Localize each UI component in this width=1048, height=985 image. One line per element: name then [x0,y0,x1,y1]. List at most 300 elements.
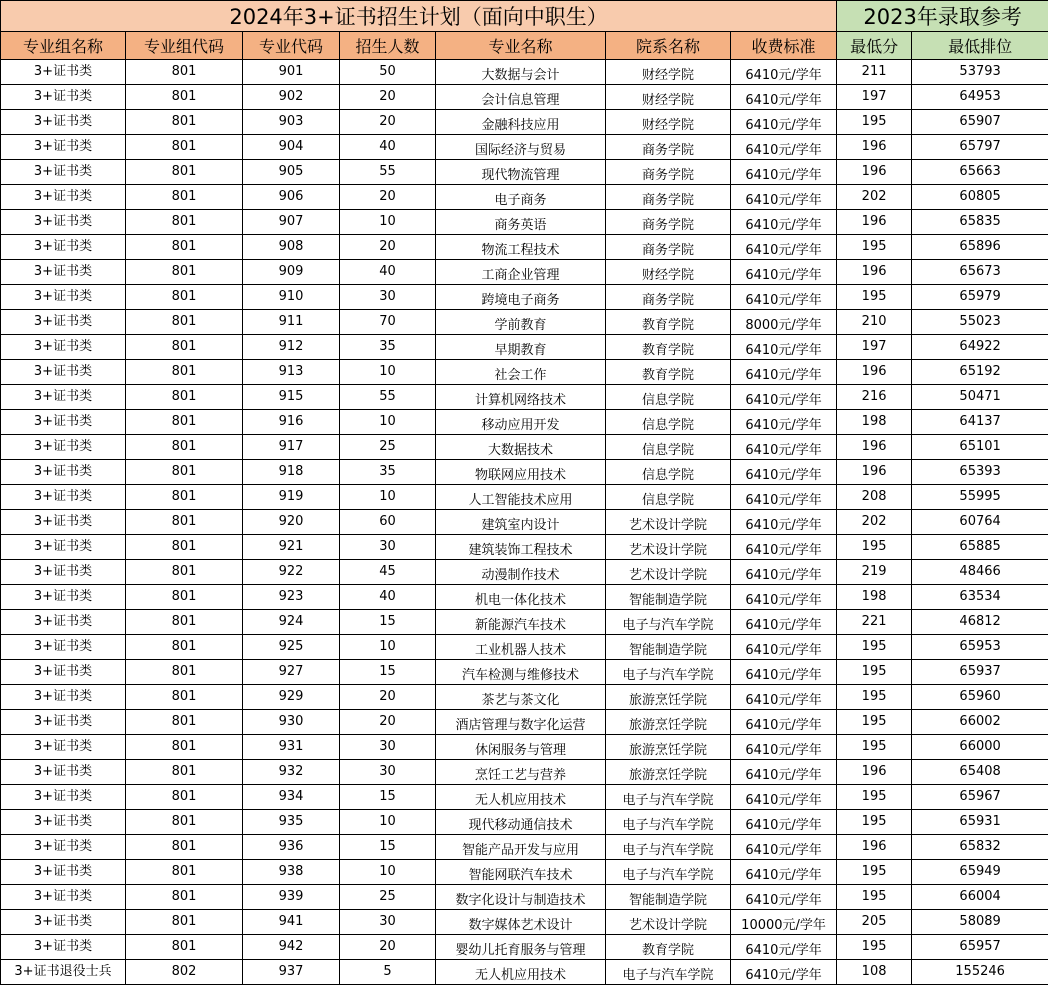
table-row [1,285,1048,310]
min-score-cell: 196 [837,760,912,785]
fee-cell [731,910,837,935]
fee-cell [731,835,837,860]
group-code-cell: 802 [126,960,243,985]
min-rank-cell: 65937 [912,660,1048,685]
table-row [1,260,1048,285]
college-cell [606,210,731,235]
fee-cell-text: 6410元/学年 [745,618,821,633]
college-cell [606,585,731,610]
fee-cell-text: 6410元/学年 [745,143,821,158]
table-row [1,860,1048,885]
min-rank-cell: 64953 [912,85,1048,110]
college-cell-text: 艺术设计学院 [629,543,707,558]
college-cell-text: 智能制造学院 [629,893,707,908]
college-cell [606,310,731,335]
enrollment-cell: 55 [340,385,436,410]
table-row [1,610,1048,635]
major-code-cell: 905 [243,160,340,185]
min-score-cell: 196 [837,210,912,235]
major-name-cell-text: 大数据与会计 [481,68,559,83]
college-cell-text: 电子与汽车学院 [622,968,713,983]
fee-cell [731,60,837,85]
group-name-cell: 3+证书退役士兵 [1,960,126,985]
fee-cell-text: 6410元/学年 [745,768,821,783]
major-name-cell-text: 动漫制作技术 [481,568,559,583]
group-code-cell: 801 [126,635,243,660]
fee-cell-text: 6410元/学年 [745,518,821,533]
table-row [1,410,1048,435]
fee-cell [731,610,837,635]
college-cell [606,235,731,260]
college-cell-text: 信息学院 [642,493,694,508]
min-score-cell: 195 [837,935,912,960]
enrollment-cell: 10 [340,360,436,385]
group-code-cell: 801 [126,335,243,360]
enrollment-cell: 40 [340,260,436,285]
college-cell-text: 教育学院 [642,943,694,958]
major-code-cell: 915 [243,385,340,410]
min-rank-cell: 63534 [912,585,1048,610]
major-code-cell: 903 [243,110,340,135]
group-code-cell: 801 [126,785,243,810]
fee-cell [731,210,837,235]
college-cell [606,710,731,735]
min-rank-cell: 50471 [912,385,1048,410]
major-name-cell [436,510,606,535]
major-code-cell: 917 [243,435,340,460]
major-name-cell [436,410,606,435]
college-cell-text: 教育学院 [642,318,694,333]
min-score-cell: 195 [837,710,912,735]
group-code-cell: 801 [126,410,243,435]
table-row [1,85,1048,110]
college-cell [606,610,731,635]
group-code-cell: 801 [126,435,243,460]
header-min-rank: 最低排位 [912,32,1048,60]
fee-cell-text: 6410元/学年 [745,268,821,283]
group-code-cell: 801 [126,660,243,685]
fee-cell [731,235,837,260]
enrollment-cell: 20 [340,710,436,735]
group-name-cell: 3+证书类 [1,60,126,85]
major-name-cell [436,385,606,410]
college-cell-text: 电子与汽车学院 [622,818,713,833]
enrollment-cell: 55 [340,160,436,185]
major-name-cell-text: 工业机器人技术 [475,643,566,658]
min-score-cell: 195 [837,235,912,260]
min-rank-cell: 46812 [912,610,1048,635]
fee-cell [731,410,837,435]
group-code-cell: 801 [126,260,243,285]
min-rank-cell: 66000 [912,735,1048,760]
group-code-cell: 801 [126,360,243,385]
table-row [1,560,1048,585]
group-name-cell: 3+证书类 [1,85,126,110]
enrollment-cell: 10 [340,810,436,835]
major-code-cell: 930 [243,710,340,735]
header-enrollment: 招生人数 [340,32,436,60]
college-cell-text: 信息学院 [642,418,694,433]
table-row [1,810,1048,835]
college-cell [606,635,731,660]
group-name-cell: 3+证书类 [1,185,126,210]
fee-cell [731,310,837,335]
min-rank-cell: 65979 [912,285,1048,310]
table-row [1,235,1048,260]
enrollment-cell: 20 [340,235,436,260]
min-score-cell: 208 [837,485,912,510]
college-cell [606,385,731,410]
fee-cell [731,285,837,310]
major-code-cell: 925 [243,635,340,660]
enrollment-cell: 30 [340,285,436,310]
fee-cell [731,360,837,385]
major-name-cell [436,160,606,185]
fee-cell [731,685,837,710]
table-body [1,60,1048,985]
min-score-cell: 211 [837,60,912,85]
min-score-cell: 216 [837,385,912,410]
enrollment-cell: 20 [340,685,436,710]
fee-cell [731,785,837,810]
major-name-cell-text: 婴幼儿托育服务与管理 [455,943,585,958]
fee-cell-text: 6410元/学年 [745,743,821,758]
major-code-cell: 941 [243,910,340,935]
college-cell-text: 艺术设计学院 [629,918,707,933]
fee-cell [731,535,837,560]
fee-cell [731,110,837,135]
major-name-cell [436,535,606,560]
major-code-cell: 907 [243,210,340,235]
major-name-cell-text: 物流工程技术 [481,243,559,258]
group-name-cell: 3+证书类 [1,335,126,360]
fee-cell-text: 6410元/学年 [745,68,821,83]
college-cell-text: 财经学院 [642,68,694,83]
min-rank-cell: 60764 [912,510,1048,535]
major-name-cell [436,885,606,910]
major-code-cell: 909 [243,260,340,285]
major-code-cell: 934 [243,785,340,810]
fee-cell-text: 6410元/学年 [745,843,821,858]
major-name-cell [436,235,606,260]
fee-cell-text: 6410元/学年 [745,593,821,608]
fee-cell [731,560,837,585]
fee-cell [731,510,837,535]
min-score-cell: 221 [837,610,912,635]
major-name-cell-text: 机电一体化技术 [475,593,566,608]
major-name-cell-text: 汽车检测与维修技术 [462,668,579,683]
group-code-cell: 801 [126,685,243,710]
college-cell-text: 旅游烹饪学院 [629,693,707,708]
min-rank-cell: 65960 [912,685,1048,710]
group-code-cell: 801 [126,285,243,310]
min-rank-cell: 64922 [912,335,1048,360]
table-row [1,360,1048,385]
college-cell [606,285,731,310]
fee-cell [731,735,837,760]
enrollment-cell: 10 [340,210,436,235]
min-rank-cell: 65896 [912,235,1048,260]
college-cell [606,85,731,110]
table-row [1,735,1048,760]
fee-cell-text: 6410元/学年 [745,218,821,233]
major-code-cell: 937 [243,960,340,985]
college-cell-text: 商务学院 [642,143,694,158]
fee-cell-text: 6410元/学年 [745,93,821,108]
major-name-cell [436,685,606,710]
table-row [1,510,1048,535]
min-score-cell: 196 [837,460,912,485]
min-score-cell: 195 [837,660,912,685]
major-name-cell-text: 工商企业管理 [481,268,559,283]
enrollment-cell: 10 [340,410,436,435]
college-cell [606,160,731,185]
major-name-cell-text: 金融科技应用 [481,118,559,133]
major-name-cell-text: 商务英语 [494,218,546,233]
group-name-cell: 3+证书类 [1,235,126,260]
fee-cell [731,585,837,610]
group-name-cell: 3+证书类 [1,910,126,935]
group-name-cell: 3+证书类 [1,160,126,185]
table-row [1,760,1048,785]
college-cell-text: 旅游烹饪学院 [629,768,707,783]
group-code-cell: 801 [126,385,243,410]
header-major-code: 专业代码 [243,32,340,60]
enrollment-cell: 30 [340,535,436,560]
college-cell [606,460,731,485]
table-row [1,110,1048,135]
fee-cell-text: 6410元/学年 [745,893,821,908]
college-cell-text: 财经学院 [642,268,694,283]
college-cell [606,435,731,460]
major-name-cell [436,135,606,160]
major-code-cell: 906 [243,185,340,210]
fee-cell-text: 6410元/学年 [745,443,821,458]
major-name-cell-text: 大数据技术 [488,443,553,458]
fee-cell [731,660,837,685]
reference-title: 2023年录取参考 [837,1,1048,32]
major-name-cell [436,585,606,610]
major-code-cell: 911 [243,310,340,335]
major-name-cell-text: 现代物流管理 [481,168,559,183]
major-name-cell-text: 新能源汽车技术 [475,618,566,633]
min-score-cell: 196 [837,835,912,860]
group-code-cell: 801 [126,185,243,210]
enrollment-cell: 35 [340,460,436,485]
major-name-cell-text: 数字化设计与制造技术 [455,893,585,908]
major-name-cell [436,960,606,985]
group-name-cell: 3+证书类 [1,585,126,610]
enrollment-cell: 30 [340,735,436,760]
min-score-cell: 195 [837,535,912,560]
group-code-cell: 801 [126,160,243,185]
college-cell [606,760,731,785]
table-row [1,635,1048,660]
min-rank-cell: 55023 [912,310,1048,335]
college-cell [606,810,731,835]
major-name-cell-text: 社会工作 [494,368,546,383]
group-name-cell: 3+证书类 [1,260,126,285]
major-code-cell: 931 [243,735,340,760]
major-code-cell: 902 [243,85,340,110]
fee-cell-text: 8000元/学年 [745,318,821,333]
fee-cell-text: 6410元/学年 [745,418,821,433]
fee-cell-text: 6410元/学年 [745,243,821,258]
major-code-cell: 938 [243,860,340,885]
table-row [1,385,1048,410]
min-rank-cell: 65797 [912,135,1048,160]
group-name-cell: 3+证书类 [1,535,126,560]
header-major-name: 专业名称 [436,32,606,60]
college-cell-text: 教育学院 [642,343,694,358]
major-name-cell-text: 烹饪工艺与营养 [475,768,566,783]
group-name-cell: 3+证书类 [1,860,126,885]
major-name-cell [436,610,606,635]
group-name-cell: 3+证书类 [1,660,126,685]
table-row [1,660,1048,685]
fee-cell-text: 6410元/学年 [745,968,821,983]
group-code-cell: 801 [126,310,243,335]
college-cell [606,485,731,510]
min-rank-cell: 66002 [912,710,1048,735]
major-name-cell-text: 茶艺与茶文化 [481,693,559,708]
major-name-cell-text: 酒店管理与数字化运营 [455,718,585,733]
fee-cell [731,460,837,485]
major-code-cell: 942 [243,935,340,960]
group-code-cell: 801 [126,910,243,935]
major-name-cell [436,460,606,485]
college-cell-text: 电子与汽车学院 [622,843,713,858]
min-score-cell: 197 [837,85,912,110]
major-code-cell: 908 [243,235,340,260]
fee-cell [731,935,837,960]
college-cell-text: 电子与汽车学院 [622,868,713,883]
group-name-cell: 3+证书类 [1,510,126,535]
enrollment-cell: 70 [340,310,436,335]
min-score-cell: 202 [837,510,912,535]
major-name-cell [436,435,606,460]
fee-cell [731,885,837,910]
header-fee: 收费标准 [731,32,837,60]
header-row [1,32,1048,60]
enrollment-cell: 30 [340,760,436,785]
min-score-cell: 195 [837,860,912,885]
min-rank-cell: 65673 [912,260,1048,285]
group-code-cell: 801 [126,510,243,535]
table-row [1,460,1048,485]
min-score-cell: 205 [837,910,912,935]
major-code-cell: 920 [243,510,340,535]
min-score-cell: 219 [837,560,912,585]
major-name-cell [436,335,606,360]
fee-cell [731,710,837,735]
min-rank-cell: 65907 [912,110,1048,135]
college-cell [606,535,731,560]
header-group-name: 专业组名称 [1,32,126,60]
group-name-cell: 3+证书类 [1,935,126,960]
college-cell [606,835,731,860]
min-rank-cell: 66004 [912,885,1048,910]
college-cell [606,185,731,210]
min-score-cell: 195 [837,885,912,910]
college-cell [606,360,731,385]
major-name-cell-text: 无人机应用技术 [475,793,566,808]
major-code-cell: 910 [243,285,340,310]
college-cell-text: 财经学院 [642,118,694,133]
table-row [1,335,1048,360]
major-code-cell: 929 [243,685,340,710]
enrollment-cell: 10 [340,485,436,510]
major-name-cell-text: 计算机网络技术 [475,393,566,408]
group-code-cell: 801 [126,585,243,610]
group-code-cell: 801 [126,135,243,160]
min-score-cell: 198 [837,585,912,610]
table-row [1,835,1048,860]
college-cell [606,410,731,435]
major-name-cell [436,760,606,785]
table-row [1,185,1048,210]
major-name-cell [436,660,606,685]
min-rank-cell: 65957 [912,935,1048,960]
enrollment-cell: 15 [340,660,436,685]
group-name-cell: 3+证书类 [1,385,126,410]
group-code-cell: 801 [126,885,243,910]
table-row [1,310,1048,335]
college-cell-text: 商务学院 [642,218,694,233]
major-name-cell-text: 跨境电子商务 [481,293,559,308]
group-name-cell: 3+证书类 [1,410,126,435]
fee-cell-text: 6410元/学年 [745,468,821,483]
major-name-cell [436,735,606,760]
fee-cell [731,335,837,360]
major-name-cell [436,910,606,935]
group-code-cell: 801 [126,560,243,585]
enrollment-cell: 20 [340,935,436,960]
enrollment-cell: 15 [340,785,436,810]
min-score-cell: 197 [837,335,912,360]
plan-title: 2024年3+证书招生计划（面向中职生） [1,1,837,32]
group-name-cell: 3+证书类 [1,610,126,635]
fee-cell-text: 6410元/学年 [745,493,821,508]
fee-cell [731,760,837,785]
college-cell-text: 智能制造学院 [629,643,707,658]
min-rank-cell: 65101 [912,435,1048,460]
major-code-cell: 904 [243,135,340,160]
college-cell [606,335,731,360]
min-score-cell: 202 [837,185,912,210]
major-code-cell: 901 [243,60,340,85]
major-code-cell: 932 [243,760,340,785]
group-name-cell: 3+证书类 [1,785,126,810]
group-name-cell: 3+证书类 [1,485,126,510]
min-rank-cell: 58089 [912,910,1048,935]
major-name-cell-text: 电子商务 [494,193,546,208]
min-rank-cell: 53793 [912,60,1048,85]
enrollment-cell: 20 [340,110,436,135]
fee-cell-text: 6410元/学年 [745,368,821,383]
min-rank-cell: 65835 [912,210,1048,235]
major-name-cell [436,835,606,860]
major-name-cell-text: 国际经济与贸易 [475,143,566,158]
header-college: 院系名称 [606,32,731,60]
major-code-cell: 935 [243,810,340,835]
fee-cell-text: 6410元/学年 [745,793,821,808]
group-name-cell: 3+证书类 [1,285,126,310]
table-row [1,685,1048,710]
group-name-cell: 3+证书类 [1,460,126,485]
major-code-cell: 919 [243,485,340,510]
college-cell [606,135,731,160]
